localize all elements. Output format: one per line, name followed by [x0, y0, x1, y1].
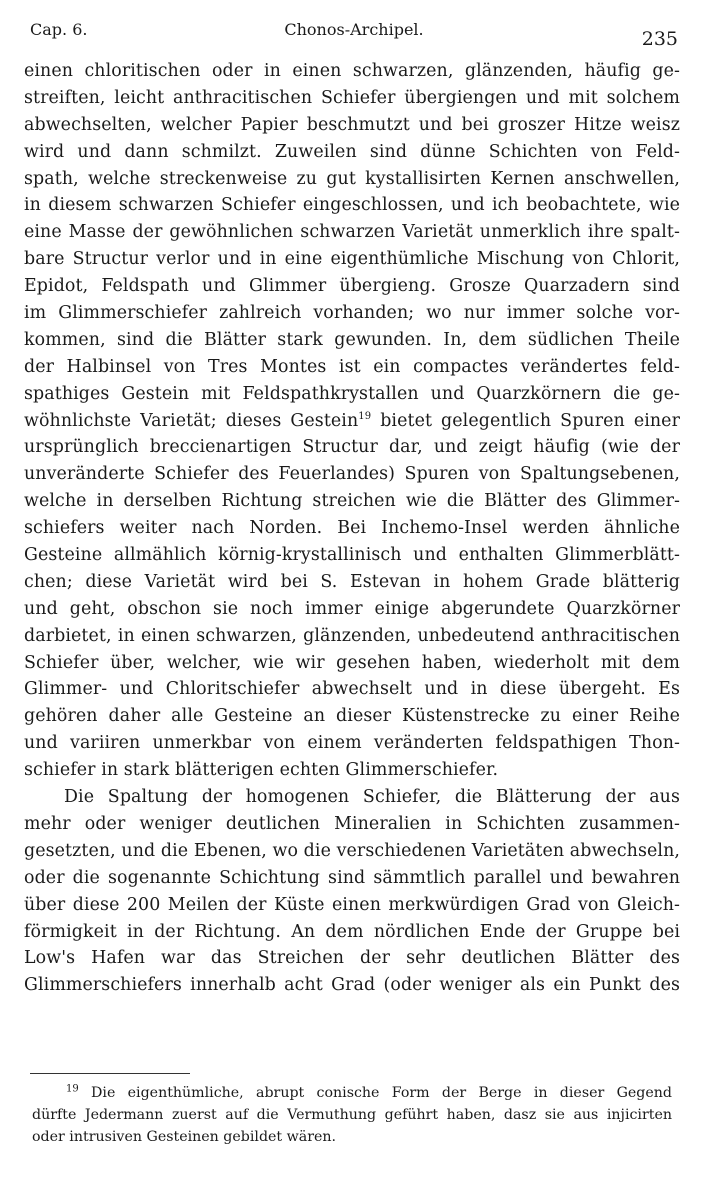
text-line: mehr oder weniger deutlichen Mineralien in Schichten zusammen- — [24, 813, 680, 834]
text-line-with-footnote-ref — [24, 408, 680, 435]
text-line: im Glimmerschiefer zahlreich vorhanden; wo nur immer solche vor- — [24, 303, 680, 324]
paragraph-end-line: schiefer in stark blätterigen echten Glimmerschiefer. — [24, 760, 499, 781]
text-line: in diesem schwarzen Schiefer eingeschlossen, und ich beobachtete, wie — [24, 195, 680, 216]
text-line: gehören daher alle Gesteine an dieser Küstenstrecke zu einer Reihe — [24, 706, 680, 727]
footnote-mark: 19 — [66, 1083, 79, 1095]
text-line: welche in derselben Richtung streichen wie die Blätter des Glimmer- — [24, 491, 680, 512]
text-line: ursprünglich breccienartigen Structur dar, und zeigt häufig (wie der — [24, 437, 680, 458]
text-line: bare Structur verlor und in eine eigenthümliche Mischung von Chlorit, — [24, 249, 680, 270]
text-line: über diese 200 Meilen der Küste einen merkwürdigen Grad von Gleich- — [24, 894, 680, 915]
text-line: einen chloritischen oder in einen schwarzen, glänzenden, häufig ge- — [24, 61, 680, 81]
text-line: kommen, sind die Blätter stark gewunden. In, dem südlichen Theile — [24, 329, 680, 350]
text-line: gesetzten, und die Ebenen, wo die verschiedenen Varietäten abwechseln, — [24, 840, 680, 861]
text-line: Epidot, Feldspath und Glimmer übergieng. Grosze Quarzadern sind — [24, 276, 680, 297]
footnote-line: dürfte Jedermann zuerst auf die Vermuthung geführt haben, dasz sie aus injicirten — [32, 1107, 672, 1123]
paragraph-start-line: Die Spaltung der homogenen Schiefer, die Blätterung der aus — [64, 787, 680, 808]
text-line: wird und dann schmilzt. Zuweilen sind dünne Schichten von Feld- — [24, 141, 680, 162]
text-line: und variiren unmerkbar von einem veränderten feldspathigen Thon- — [24, 733, 680, 754]
text-line: abwechselten, welcher Papier beschmutzt und bei groszer Hitze weisz — [24, 114, 680, 135]
text-line: streiften, leicht anthracitischen Schiefer übergiengen und mit solchem — [24, 87, 680, 108]
footnote — [32, 1082, 672, 1148]
main-text — [24, 58, 680, 999]
text-line: förmigkeit in der Richtung. An dem nördlichen Ende der Gruppe bei — [24, 921, 680, 942]
line-text-start: wöhnlichste Varietät; dieses Gestein — [24, 410, 359, 431]
text-line: Schiefer über, welcher, wie wir gesehen haben, wiederholt mit dem — [24, 652, 680, 673]
footnote-line: oder intrusiven Gesteinen gebildet wären. — [32, 1129, 337, 1145]
text-line: Glimmer- und Chloritschiefer abwechselt und in diese übergeht. Es — [24, 679, 680, 700]
footnote-line — [32, 1082, 672, 1104]
text-line: unveränderte Schiefer des Feuerlandes) Spuren von Spaltungsebenen, — [24, 464, 680, 485]
text-line: Low's Hafen war das Streichen der sehr deutlichen Blätter des — [24, 948, 680, 969]
text-line: und geht, obschon sie noch immer einige abgerundete Quarzkörner — [24, 598, 680, 619]
footnote-reference[interactable]: 19 — [358, 410, 372, 422]
footnote-text: Die eigenthümliche, abrupt conische Form der Berge in dieser Gegend — [91, 1085, 673, 1101]
text-line: Gesteine allmählich körnig-krystallinisch und enthalten Glimmerblätt- — [24, 545, 680, 566]
text-line: spathiges Gestein mit Feldspathkrystallen und Quarzkörnern die ge- — [24, 383, 680, 404]
line-text-end: bietet gelegentlich Spuren einer — [380, 410, 680, 431]
running-header — [30, 14, 678, 50]
text-line: Glimmerschiefers innerhalb acht Grad (oder weniger als ein Punkt des — [24, 975, 680, 996]
page-number: 235 — [641, 28, 678, 50]
text-line: der Halbinsel von Tres Montes ist ein compactes verändertes feld- — [24, 356, 680, 377]
text-line: schiefers weiter nach Norden. Bei Inchemo-Insel werden ähnliche — [24, 518, 680, 539]
text-line: chen; diese Varietät wird bei S. Estevan in hohem Grade blätterig — [24, 571, 680, 592]
text-line: darbietet, in einen schwarzen, glänzenden, unbedeutend anthracitischen — [24, 625, 680, 646]
footnote-divider — [30, 1073, 190, 1074]
text-line: oder die sogenannte Schichtung sind sämmtlich parallel und bewahren — [24, 867, 680, 888]
text-line: eine Masse der gewöhnlichen schwarzen Varietät unmerklich ihre spalt- — [24, 222, 680, 243]
running-title: Chonos-Archipel. — [284, 20, 424, 39]
text-line: spath, welche streckenweise zu gut kystallisirten Kernen anschwellen, — [24, 168, 680, 189]
chapter-label: Cap. 6. — [30, 20, 88, 39]
